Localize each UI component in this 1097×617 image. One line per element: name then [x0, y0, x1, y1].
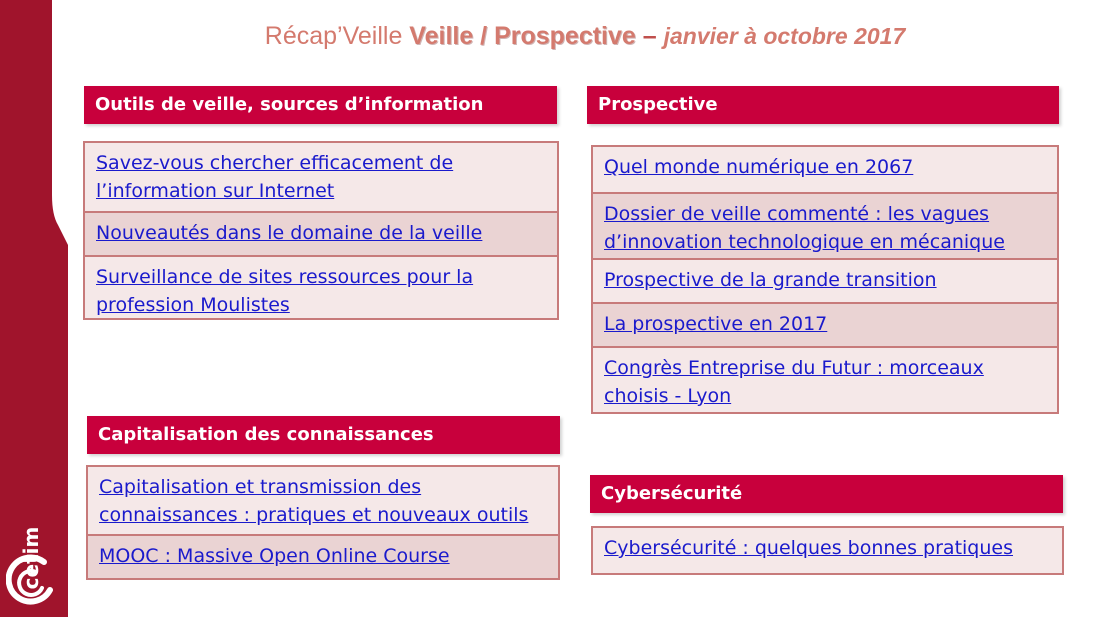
- capitalisation-link-list: [86, 465, 560, 580]
- outils-link-list: [83, 141, 559, 320]
- list-item: [593, 258, 1057, 302]
- page-title: [0, 18, 1097, 54]
- cyber-link-list: [591, 526, 1064, 575]
- list-item: [88, 534, 558, 578]
- link-chercher-info[interactable]: Savez-vous chercher efficacement de l’information sur Internet: [96, 152, 454, 202]
- list-item: [88, 467, 558, 534]
- list-item: [85, 143, 557, 211]
- title-part1: Récap’Veille: [264, 22, 410, 50]
- link-prospective-2017[interactable]: La prospective en 2017: [604, 313, 828, 335]
- list-item: [593, 302, 1057, 346]
- section-header-capitalisation-label: Capitalisation des connaissances: [98, 424, 434, 445]
- list-item: [85, 211, 557, 255]
- list-item: [85, 255, 557, 318]
- section-header-cyber-label: Cybersécurité: [601, 483, 743, 504]
- list-item: [593, 192, 1057, 258]
- logo-text: cetim: [19, 526, 43, 590]
- section-header-outils-label: Outils de veille, sources d’information: [95, 94, 484, 115]
- section-header-prospective-label: Prospective: [598, 94, 718, 115]
- section-header-capitalisation: [87, 416, 560, 454]
- cetim-logo: [6, 518, 62, 608]
- title-dates: janvier à octobre 2017: [663, 23, 906, 49]
- section-header-prospective: [587, 86, 1059, 124]
- link-mooc[interactable]: MOOC : Massive Open Online Course: [99, 545, 450, 567]
- prospective-link-list: [591, 145, 1059, 414]
- link-monde-numerique-2067[interactable]: Quel monde numérique en 2067: [604, 156, 914, 178]
- list-item: [593, 346, 1057, 412]
- link-cyber-bonnes-pratiques[interactable]: Cybersécurité : quelques bonnes pratiques: [604, 537, 1013, 559]
- link-grande-transition[interactable]: Prospective de la grande transition: [604, 269, 937, 291]
- list-item: [593, 528, 1062, 573]
- title-part2: Veille / Prospective: [409, 22, 636, 50]
- title-dash: –: [635, 22, 664, 50]
- link-capitalisation-transmission[interactable]: Capitalisation et transmission des connaissances : pratiques et nouveaux outils: [99, 476, 529, 526]
- link-surveillance-sites[interactable]: Surveillance de sites ressources pour la profession Moulistes: [96, 266, 474, 316]
- link-congres-entreprise-futur[interactable]: Congrès Entreprise du Futur : morceaux choisis - Lyon: [604, 357, 984, 407]
- link-dossier-veille-innovation[interactable]: Dossier de veille commenté : les vagues d’innovation technologique en mécanique: [604, 203, 1005, 253]
- list-item: [593, 147, 1057, 192]
- link-nouveautes-veille[interactable]: Nouveautés dans le domaine de la veille: [96, 222, 483, 244]
- section-header-outils: [84, 86, 557, 124]
- section-header-cyber: [590, 475, 1063, 513]
